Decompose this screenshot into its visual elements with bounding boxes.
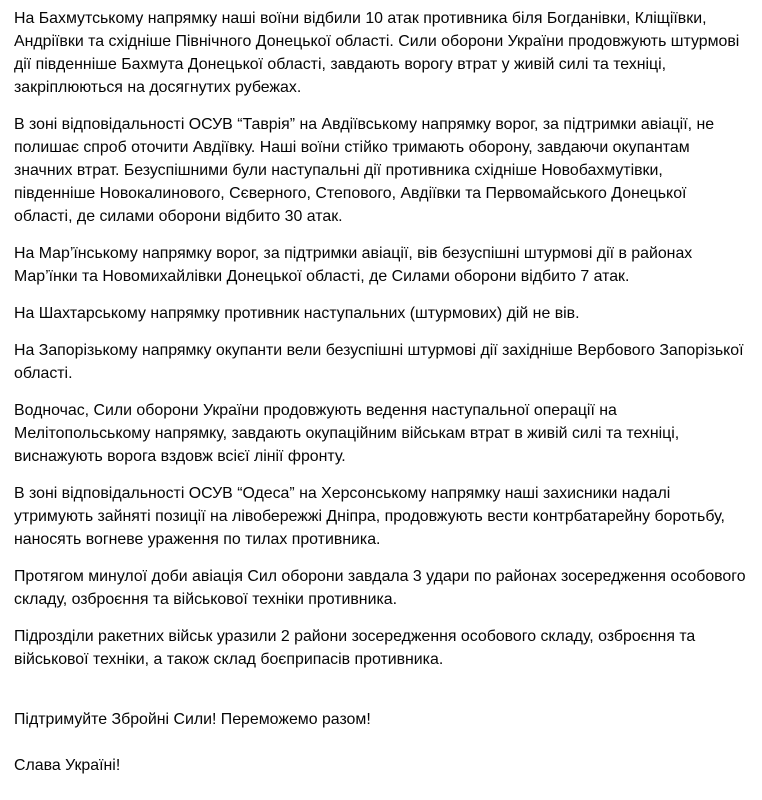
paragraph-aviation: Протягом минулої доби авіація Сил оборони завдала 3 удари по районах зосередження особового складу, озброєння та військової техніки противника. — [14, 568, 746, 608]
paragraph-shakhtarske: На Шахтарському напрямку противник наступальних (штурмових) дій не вів. — [14, 305, 580, 322]
paragraph-bakhmut: На Бахмутському напрямку наші воїни відбили 10 атак противника біля Богданівки, Кліщіївки, Андріївки та східніше Північного Донецької області. Сили оборони України продовжують штурмові дії південніше Бахмута Донецької області, завдають ворогу втрат у живій силі та техніці, закріплюються на досягнутих рубежах. — [14, 10, 740, 96]
closing-block — [14, 685, 748, 800]
closing-line-glory: Слава Україні! — [14, 757, 121, 774]
paragraph-melitopol: Водночас, Сили оборони України продовжують ведення наступальної операції на Мелітопольському напрямку, завдають окупаційним військам втрат в живій силі та техніці, виснажують ворога вздовж всієї лінії фронту. — [14, 402, 680, 465]
closing-line-support: Підтримуйте Збройні Сили! Переможемо разом! — [14, 711, 371, 728]
paragraph-zaporizhzhia: На Запорізькому напрямку окупанти вели безуспішні штурмові дії західніше Вербового Запорізької області. — [14, 342, 744, 382]
paragraph-kherson: В зоні відповідальності ОСУВ “Одеса” на Херсонському напрямку наші захисники надалі утримують зайняті позиції на лівобережжі Дніпра, продовжують вести контрбатарейну боротьбу, наносять вогневе ураження по тилах противника. — [14, 485, 725, 548]
paragraph-avdiivka: В зоні відповідальності ОСУВ “Таврія” на Авдіївському напрямку ворог, за підтримки авіації, не полишає спроб оточити Авдіївку. Наші воїни стійко тримають оборону, завдаючи окупантам значних втрат. Безуспішними були наступальні дії противника східніше Новобахмутівки, південніше Новокалинового, Сєверного, Степового, Авдіївки та Первомайського Донецької області, де силами оборони відбито 30 атак. — [14, 116, 715, 225]
paragraph-missile-troops: Підрозділи ракетних військ уразили 2 райони зосередження особового складу, озброєння та військової техніки, а також склад боєприпасів противника. — [14, 628, 696, 668]
paragraph-marinka: На Мар’їнському напрямку ворог, за підтримки авіації, вів безуспішні штурмові дії в районах Мар’їнки та Новомихайлівки Донецької області, де Силами оборони відбито 7 атак. — [14, 245, 693, 285]
